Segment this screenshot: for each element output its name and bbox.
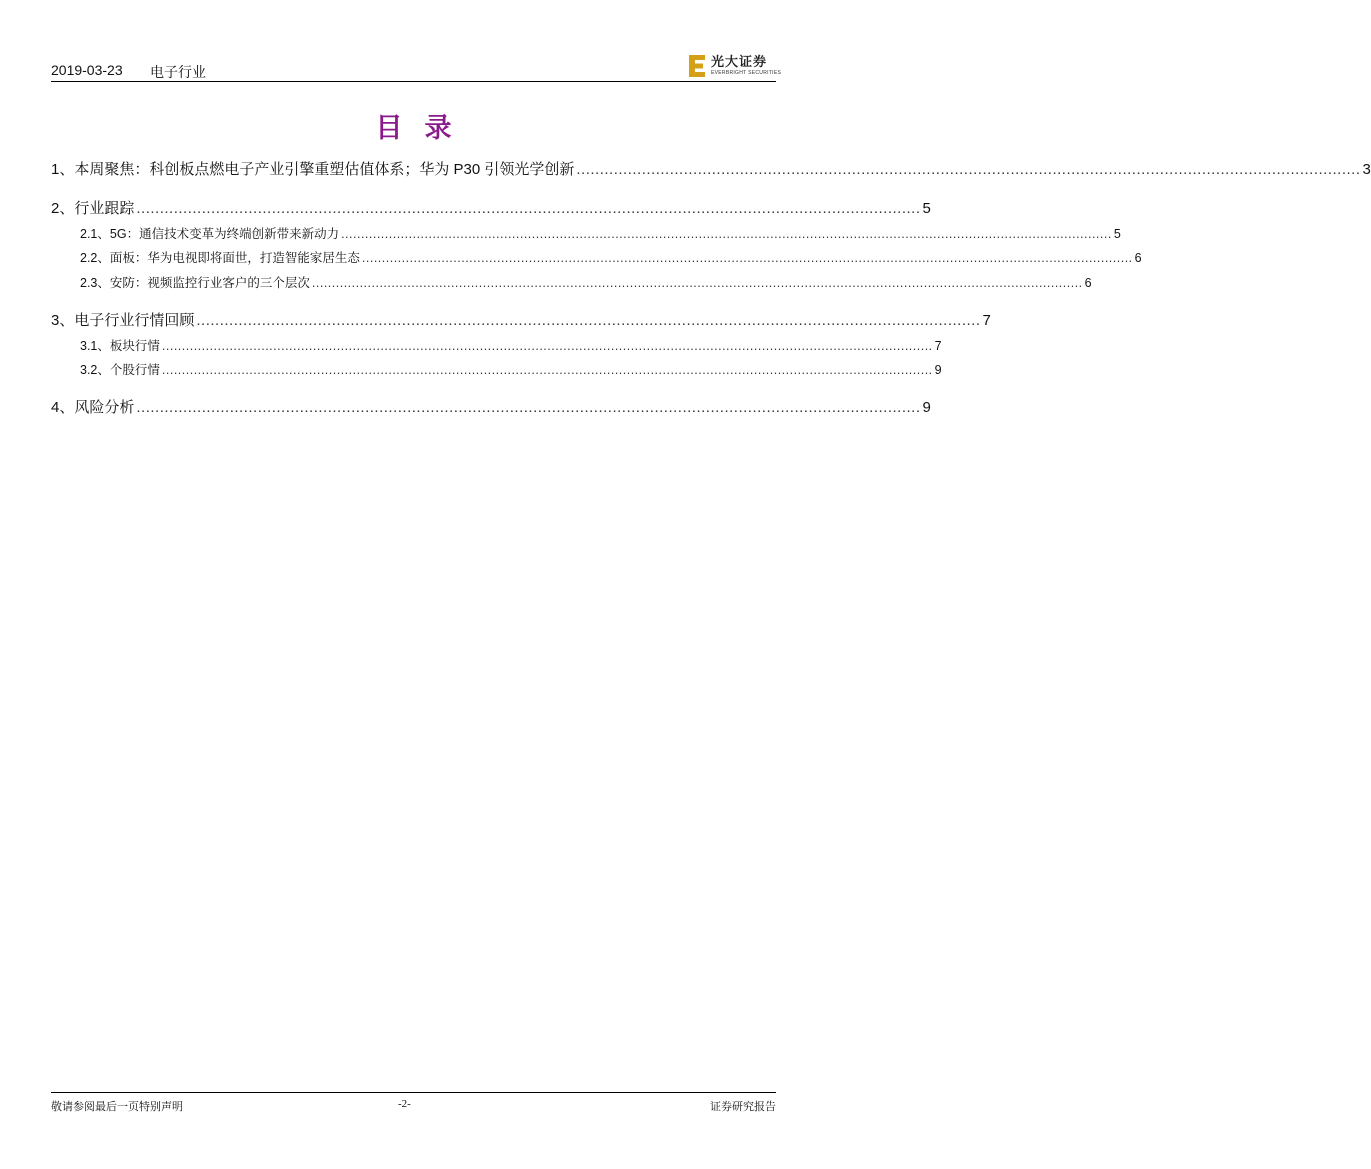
logo-name-en: EVERBRIGHT SECURITIES (711, 69, 782, 76)
toc-entry[interactable] (51, 197, 931, 218)
toc-entry-number: 2.1、 (80, 227, 110, 241)
toc-entry-page: 7 (982, 312, 991, 329)
toc-leader-dots: .................................................................................................................................................................................................. (341, 227, 1112, 241)
toc-entry-title: 电子行业行情回顾 (74, 312, 195, 329)
toc-entry[interactable] (51, 248, 1142, 266)
toc-entry-title: 个股行情 (109, 363, 160, 377)
footer-disclaimer: 敬请参阅最后一页特别声明 (51, 1101, 183, 1113)
toc-entry-page: 9 (934, 363, 942, 377)
toc-entry-title: 面板：华为电视即将面世，打造智能家居生态 (109, 251, 360, 265)
toc-entry-page: 7 (934, 339, 942, 353)
toc-entry-number: 2、 (51, 200, 75, 217)
toc-entry-page: 3 (1362, 161, 1371, 178)
toc-entry-number: 1、 (51, 161, 75, 178)
toc-leader-dots: ........................................................................................................................................................................ (136, 200, 921, 217)
toc-entry-number: 4、 (51, 399, 75, 416)
toc-entry-page: 5 (1113, 227, 1121, 241)
toc-leader-dots: ........................................................................................................................................................................ (196, 312, 981, 329)
toc-entry-page: 6 (1084, 276, 1092, 290)
toc-entry-title: 行业跟踪 (74, 200, 135, 217)
toc-entry-number: 3.2、 (80, 363, 110, 377)
toc-leader-dots: .................................................................................................................................................................................................. (311, 276, 1083, 290)
toc-entry-page: 5 (922, 200, 931, 217)
industry-label: 电子行业 (150, 64, 206, 80)
toc-entry[interactable] (51, 396, 931, 417)
footer-doc-type: 证券研究报告 (710, 1101, 776, 1113)
logo-name-cn: 光大证券 (711, 54, 768, 70)
toc-leader-dots: .................................................................................................................................................................................................. (161, 339, 933, 353)
report-date: 2019-03-23 (51, 62, 123, 78)
company-logo (688, 53, 781, 79)
toc-entry-number: 3、 (51, 312, 75, 329)
toc-entry[interactable] (51, 158, 1371, 179)
toc-leader-dots: .................................................................................................................................................................................................. (361, 251, 1133, 265)
toc-entry-title: 板块行情 (109, 339, 160, 353)
header-divider (51, 81, 776, 82)
everbright-logo-icon (688, 54, 708, 78)
footer-divider (51, 1092, 776, 1093)
toc-entry-number: 2.3、 (80, 276, 110, 290)
toc-title: 目录 (375, 113, 474, 144)
toc-entry-title: 5G：通信技术变革为终端创新带来新动力 (109, 227, 340, 241)
toc-leader-dots: ........................................................................................................................................................................ (136, 399, 921, 416)
toc-entry-page: 6 (1134, 251, 1142, 265)
toc-entry[interactable] (51, 336, 942, 354)
toc-entry-title: 本周聚焦：科创板点燃电子产业引擎重塑估值体系；华为 P30 引领光学创新 (74, 161, 575, 178)
toc-entry-number: 3.1、 (80, 339, 110, 353)
toc-leader-dots: .................................................................................................................................................................................................. (161, 363, 933, 377)
toc-entry-title: 风险分析 (74, 399, 135, 416)
toc-entry-page: 9 (922, 399, 931, 416)
toc-entry[interactable] (51, 360, 942, 378)
toc-entry-number: 2.2、 (80, 251, 110, 265)
toc-entry[interactable] (51, 273, 1092, 291)
toc-leader-dots: ........................................................................................................................................................................ (576, 161, 1361, 178)
toc-entry[interactable] (51, 224, 1121, 242)
page-number: -2- (398, 1098, 411, 1110)
toc-entry-title: 安防：视频监控行业客户的三个层次 (109, 276, 310, 290)
toc-entry[interactable] (51, 309, 991, 330)
